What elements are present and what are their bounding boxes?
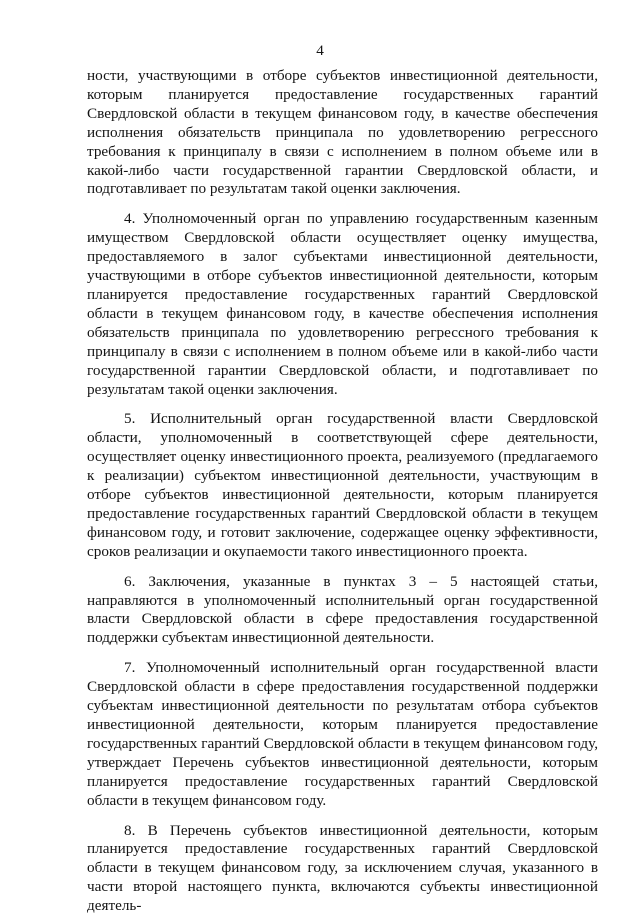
paragraph-continuation: ности, участвующими в отборе субъектов инвестиционной деятельности, которым планируется предоставление государственных гарантий Свердловской области в текущем финансовом году, в качестве обеспечения исполнения обязательств принципала по удовлетворению регрессного требования к принципалу в связи с исполнением в полном объеме или в какой-либо части государственной гарантии Свердловской области, и подготавливает по результатам такой оценки заключения. xyxy=(87,67,598,198)
paragraph-6: 6. Заключения, указанные в пунктах 3 – 5 настоящей статьи, направляются в уполномоченный исполнительный орган государственной власти Свердловской области в сфере предоставления государственной поддержки субъектам инвестиционной деятельности. xyxy=(87,572,598,647)
paragraph-8: 8. В Перечень субъектов инвестиционной деятельности, которым планируется предоставление государственных гарантий Свердловской области в текущем финансовом году, за исключением случая, указанного в части второй настоящего пункта, включаются субъекты инвестиционной деятель- xyxy=(87,821,598,915)
paragraph-5: 5. Исполнительный орган государственной власти Свердловской области, уполномоченный в соответствующей сфере деятельности, осуществляет оценку инвестиционного проекта, реализуемого (предлагаемого к реализации) субъектом инвестиционной деятельности, участвующим в отборе субъектов инвестиционной деятельности, которым планируется предоставление государственных гарантий Свердловской области в текущем финансовом году, и готовит заключение, содержащее оценку эффективности, сроков реализации и окупаемости такого инвестиционного проекта. xyxy=(87,410,598,560)
paragraph-4: 4. Уполномоченный орган по управлению государственным казенным имуществом Свердловской области осуществляет оценку имущества, предоставляемого в залог субъектами инвестиционной деятельности, участвующими в отборе субъектов инвестиционной деятельности, которым планируется предоставление государственных гарантий Свердловской области в текущем финансовом году, в качестве обеспечения исполнения обязательств принципала по удовлетворению регрессного требования к принципалу в связи с исполнением в полном объеме или в какой-либо части государственной гарантии Свердловской области, и подготавливает по результатам такой оценки заключения. xyxy=(87,210,598,398)
page-number: 4 xyxy=(316,42,324,59)
body-text xyxy=(87,67,598,916)
paragraph-7: 7. Уполномоченный исполнительный орган государственной власти Свердловской области в сфере предоставления государственной поддержки субъектам инвестиционной деятельности по результатам отбора субъектов инвестиционной деятельности, которым планируется предоставление государственных гарантий Свердловской области в текущем финансовом году, утверждает Перечень субъектов инвестиционной деятельности, которым планируется предоставление государственных гарантий Свердловской области в текущем финансовом году. xyxy=(87,659,598,809)
